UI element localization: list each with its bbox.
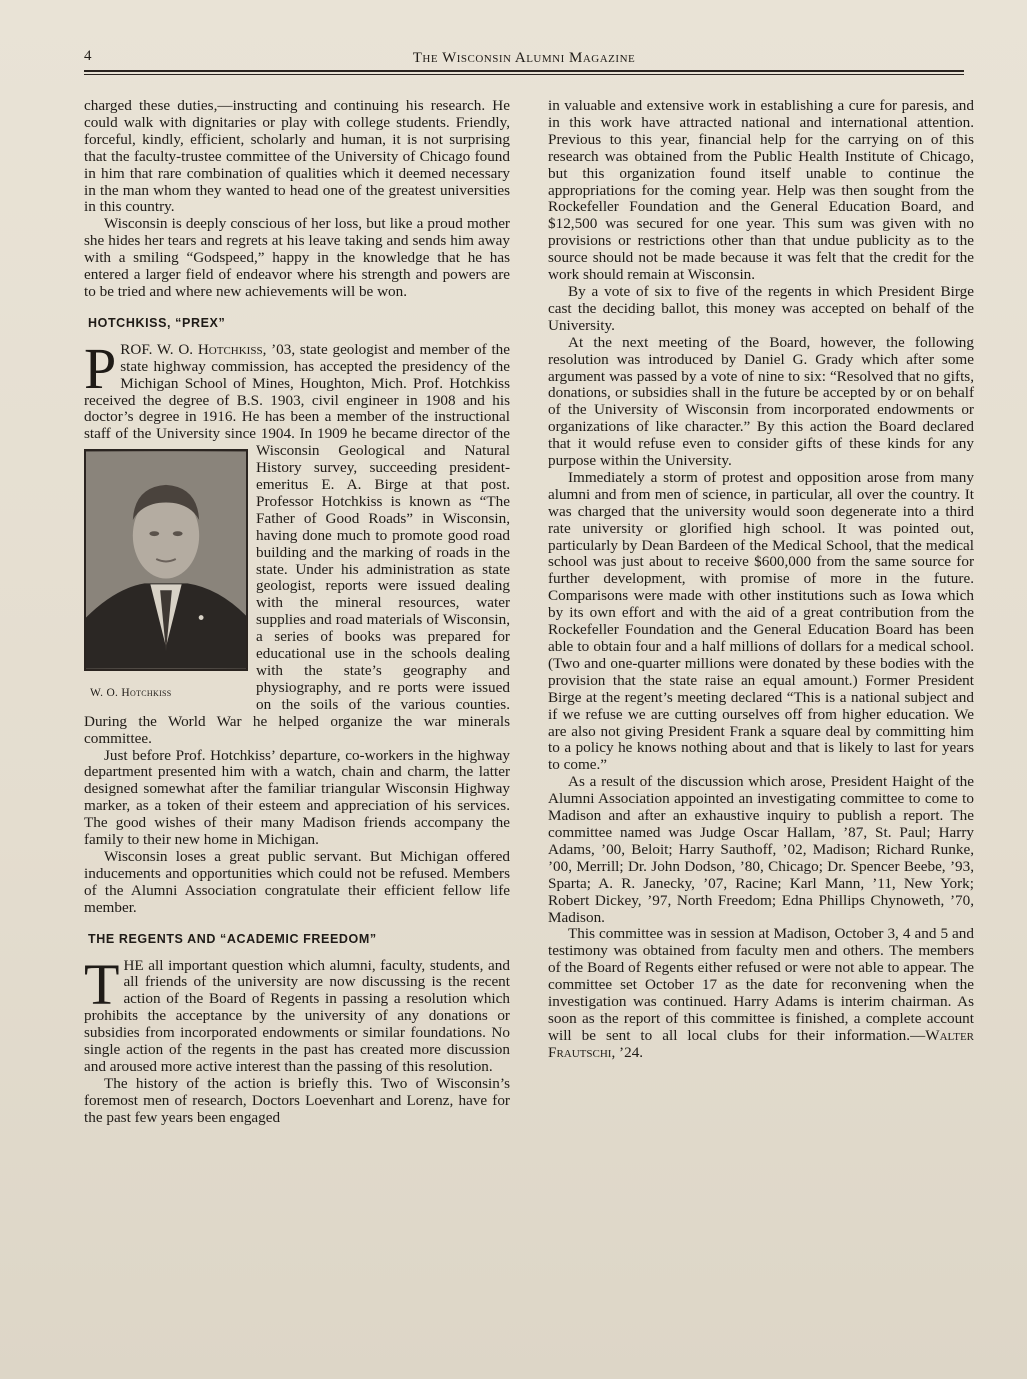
paragraph: At the next meeting of the Board, however, the following resolution was introduced by Daniel G. Grady which after some argument was passed by a vote of nine to six: “Resolved that no gifts, donations, or subsidies shall in the future be accepted by or on behalf of the University of Wisconsin from incorporated endowments or organizations of like character.” By this action the Board declared that it would refuse even to consider gifts of these kinds for any purpose within the University. <box>548 333 974 470</box>
paragraph-signed <box>548 926 974 1061</box>
header-rule <box>84 70 964 72</box>
portrait-illustration <box>86 451 246 669</box>
paragraph: By a vote of six to five of the regents in which President Birge cast the deciding ballot, this money was accepted on behalf of the University. <box>548 282 974 334</box>
magazine-title: The Wisconsin Alumni Magazine <box>412 50 636 66</box>
portrait-figure <box>84 449 248 702</box>
drop-cap: T <box>84 951 120 1017</box>
paragraph: As a result of the discussion which arose, President Haight of the Alumni Association appointed an investigating committee to come to Madison and after an exhaustive inquiry to publish a report. The committee named was Judge Oscar Hallam, ’87, St. Paul; Harry Adams, ’00, Beloit; Harry Sauthoff, ’02, Madison; Richard Runke, ’00, Merrill; Dr. John Dodson, ’80, Chicago; Dr. Spencer Beebe, ’93, Sparta; A. R. Janecky, ’07, Racine; Karl Mann, ’11, New York; Robert Dickey, ’97, North Freedom; Edna Phillips Chynoweth, ’70, Madison. <box>548 773 974 926</box>
drop-cap: P <box>84 335 117 401</box>
text-span: ROF. W. O. <box>120 340 198 358</box>
left-column <box>84 98 510 1127</box>
paragraph: in valuable and extensive work in establishing a cure for paresis, and in this work have attracted national and international attention. Previous to this year, financial help for the carrying on of this research was obtained from the Public Health Institute of Chicago, but this organization found itself unable to continue the appropriations for the coming year. Help was then sought from the Rockefeller Foundation and the General Education Board, and $12,500 was secured for one year. This sum was given with no provisions or restrictions other than that undue publicity as to the source should not be made because it was felt that the credit for the work should remain at Wisconsin. <box>548 97 974 284</box>
name-smallcaps: Hotchkiss <box>197 340 263 358</box>
paragraph: charged these duties,—instructing and continuing his research. He could walk with dignitaries or play with college students. Friendly, forceful, kindly, efficient, scholarly and human, it is not surprising that the faculty-trustee committee of the University of Chicago found in him that rare combination of qualities which it deemed necessary in the man whom they wanted to head one of the greatest universities in this country. <box>84 97 510 216</box>
text-span: This committee was in session at Madison, October 3, 4 and 5 and testimony was obtained from faculty men and others. The members of the Board of Regents either refused or were not able to appear. The committee set October 17 as the date for reconvening when the investigation was continued. Harry Adams is interim chairman. As soon as the report of this committee is finished, a complete account will be sent to all local clubs for their information.— <box>548 925 974 1044</box>
paragraph-hotchkiss <box>84 335 510 748</box>
author-signature: Walter Frautschi <box>548 1026 974 1061</box>
paragraph: Wisconsin is deeply conscious of her loss, but like a proud mother she hides her tears and regrets at his leave taking and sends him away with a smiling “Godspeed,” happy in the knowledge that he has entered a larger field of endeavor where his strength and powers are to be tried and where new achievements will be won. <box>84 215 510 300</box>
section-heading-hotchkiss: HOTCHKISS, “PREX” <box>88 315 226 330</box>
header-rule-thin <box>84 74 964 75</box>
section-heading-regents: THE REGENTS AND “ACADEMIC FREEDOM” <box>88 931 377 946</box>
text-span: Natural History survey, succeeding president-emeritus E. A. Birge at that post. Professor Hotchkiss is known as “The Father of Good Roads” in Wisconsin, having done much to promote good road building and the marking of roads in the state. Under his administration as state geologist, reports were issued dealing with the mineral resources, water supplies and road materials of Wisconsin, a series of books was prepared for educational use in the schools dealing with the state’s geography and physiography, and re ports were issued on the soils of the various counties. During the World War he helped organize the war minerals committee. <box>84 442 510 747</box>
photo-caption: W. O. Hotchkiss <box>90 687 172 700</box>
paragraph-regents <box>84 951 510 1076</box>
text-span: , ’03, state geologist and member of the state highway commission, has accepted the presidency of the Michigan School of Mines, Houghton, Mich. Prof. Hotchkiss received the degree of B.S. 1903, civil engineer in 1908 and his doctor’s degree in 1916. He has been a member of the instructional staff of the University since 1904. In 1909 he became director of the Wisconsin Geological and <box>84 340 510 460</box>
paragraph: The history of the action is briefly this. Two of Wisconsin’s foremost men of research, Doctors Loevenhart and Lorenz, have for the past few years been engaged <box>84 1074 510 1126</box>
paragraph: Immediately a storm of protest and opposition arose from many alumni and from men of science, in particular, all over the country. It was charged that the university would soon degenerate into a third rate university or glorified high school. It was pointed out, particularly by Dean Bardeen of the Medical School, that the medical school was just about to receive $600,000 from the same source for further development, with promise of more in the future. Comparisons were made with other institutions such as Iowa which by its own effort and with the aid of a great contribution from the Rockefeller Foundation and the General Education Board has been able to obtain four and a half millions of dollars for a medical school. (Two and one-quarter millions were donated by these bodies with the provision that the state raise an equal amount.) Former President Birge at the regent’s meeting declared “This is a national subject and if we refuse we are cutting ourselves off from higher education. We are also not giving President Frank a square deal by committing him to a policy he knows nothing about and that is likely to last for years to come.” <box>548 468 974 774</box>
text-span: HE all important question which alumni, faculty, students, and all friends of the university are now discussing is the recent action of the Board of Regents in passing a resolution which prohibits the acceptance by the university of any donations or subsidies from incorporated endowments or similar foundations. No single action of the regents in the past has created more discussion and aroused more active interest than the passing of this resolution. <box>84 956 510 1075</box>
paragraph: Just before Prof. Hotchkiss’ departure, co-workers in the highway department presented him with a watch, chain and charm, the latter designed somewhat after the familiar triangular Wisconsin Highway marker, as a token of their esteem and appreciation of his services. The good wishes of their many Madison friends accompany the family to their new home in Michigan. <box>84 746 510 849</box>
text-span: , ’24. <box>611 1043 644 1061</box>
page-number: 4 <box>84 48 92 64</box>
right-column <box>548 98 974 1062</box>
paragraph: Wisconsin loses a great public servant. But Michigan offered inducements and opportunities which could not be refused. Members of the Alumni Association congratulate their efficient fellow life member. <box>84 847 510 916</box>
portrait-photo <box>84 449 248 671</box>
